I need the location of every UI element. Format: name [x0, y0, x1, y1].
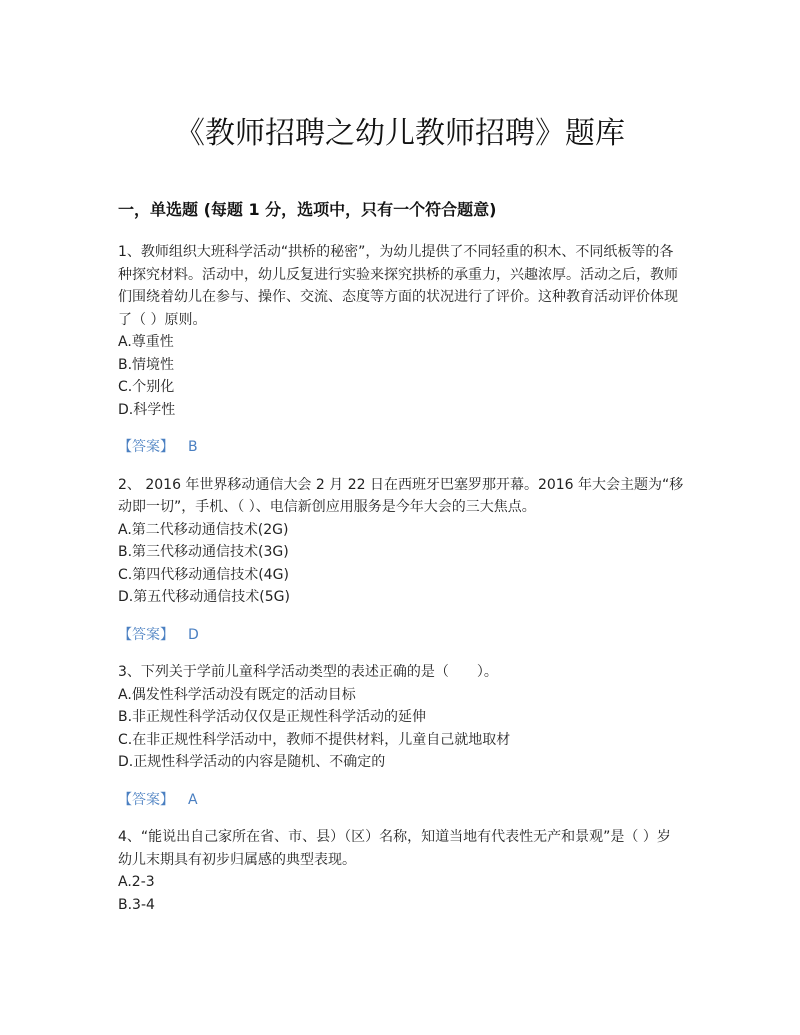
option-b: B.3-4 [118, 896, 155, 913]
answer-value: D [188, 626, 199, 643]
question-stem: 3、下列关于学前儿童科学活动类型的表述正确的是（ ）。 [118, 664, 498, 680]
answer-line [118, 436, 684, 459]
answer-label: 【答案】 [118, 791, 174, 808]
answer-line [118, 789, 684, 812]
option-c: C.在非正规性科学活动中，教师不提供材料，儿童自己就地取材 [118, 731, 511, 748]
option-c: C.个别化 [118, 379, 175, 395]
option-d: D.科学性 [118, 401, 176, 418]
answer-value: B [188, 439, 198, 455]
option-a: A.偶发性科学活动没有既定的活动目标 [118, 686, 356, 703]
option-a: A.2-3 [118, 874, 155, 890]
question-4 [118, 826, 684, 916]
question-stem: 2、 2016 年世界移动通信大会 2 月 22 日在西班牙巴塞罗那开幕。2016 年大会主题为“移动即一切”，手机、（ ）、电信新创应用服务是今年大会的三大焦点。 [118, 476, 684, 515]
option-b: B.情境性 [118, 356, 175, 373]
answer-line [118, 624, 684, 647]
answer-label: 【答案】 [118, 626, 174, 643]
section-heading: 一，单选题 (每题 1 分，选项中，只有一个符合题意) [118, 200, 497, 219]
question-stem: 1、教师组织大班科学活动“拱桥的秘密”，为幼儿提供了不同轻重的积木、不同纸板等的各种探究材料。活动中，幼儿反复进行实验来探究拱桥的承重力，兴趣浓厚。活动之后，教师们围绕着幼儿在参与、操作、交流、态度等方面的状况进行了评价。这种教育活动评价体现了（ ）原则。 [118, 244, 678, 328]
answer-value: A [188, 791, 198, 808]
question-stem: 4、“能说出自己家所在省、市、县）（区）名称，知道当地有代表性无产和景观”是（ ）岁幼儿末期具有初步归属感的典型表现。 [118, 829, 671, 868]
question-list [118, 241, 684, 916]
answer-label: 【答案】 [118, 439, 174, 455]
option-a: A.第二代移动通信技术(2G) [118, 521, 289, 538]
option-c: C.第四代移动通信技术(4G) [118, 566, 289, 583]
option-d: D.正规性科学活动的内容是随机、不确定的 [118, 754, 386, 770]
option-a: A.尊重性 [118, 334, 174, 350]
option-b: B.第三代移动通信技术(3G) [118, 544, 289, 560]
question-2 [118, 474, 684, 647]
option-d: D.第五代移动通信技术(5G) [118, 589, 290, 605]
option-b: B.非正规性科学活动仅仅是正规性科学活动的延伸 [118, 709, 427, 725]
document-title: 《教师招聘之幼儿教师招聘》题库 [175, 116, 625, 151]
question-1 [118, 241, 684, 459]
question-3 [118, 661, 684, 811]
